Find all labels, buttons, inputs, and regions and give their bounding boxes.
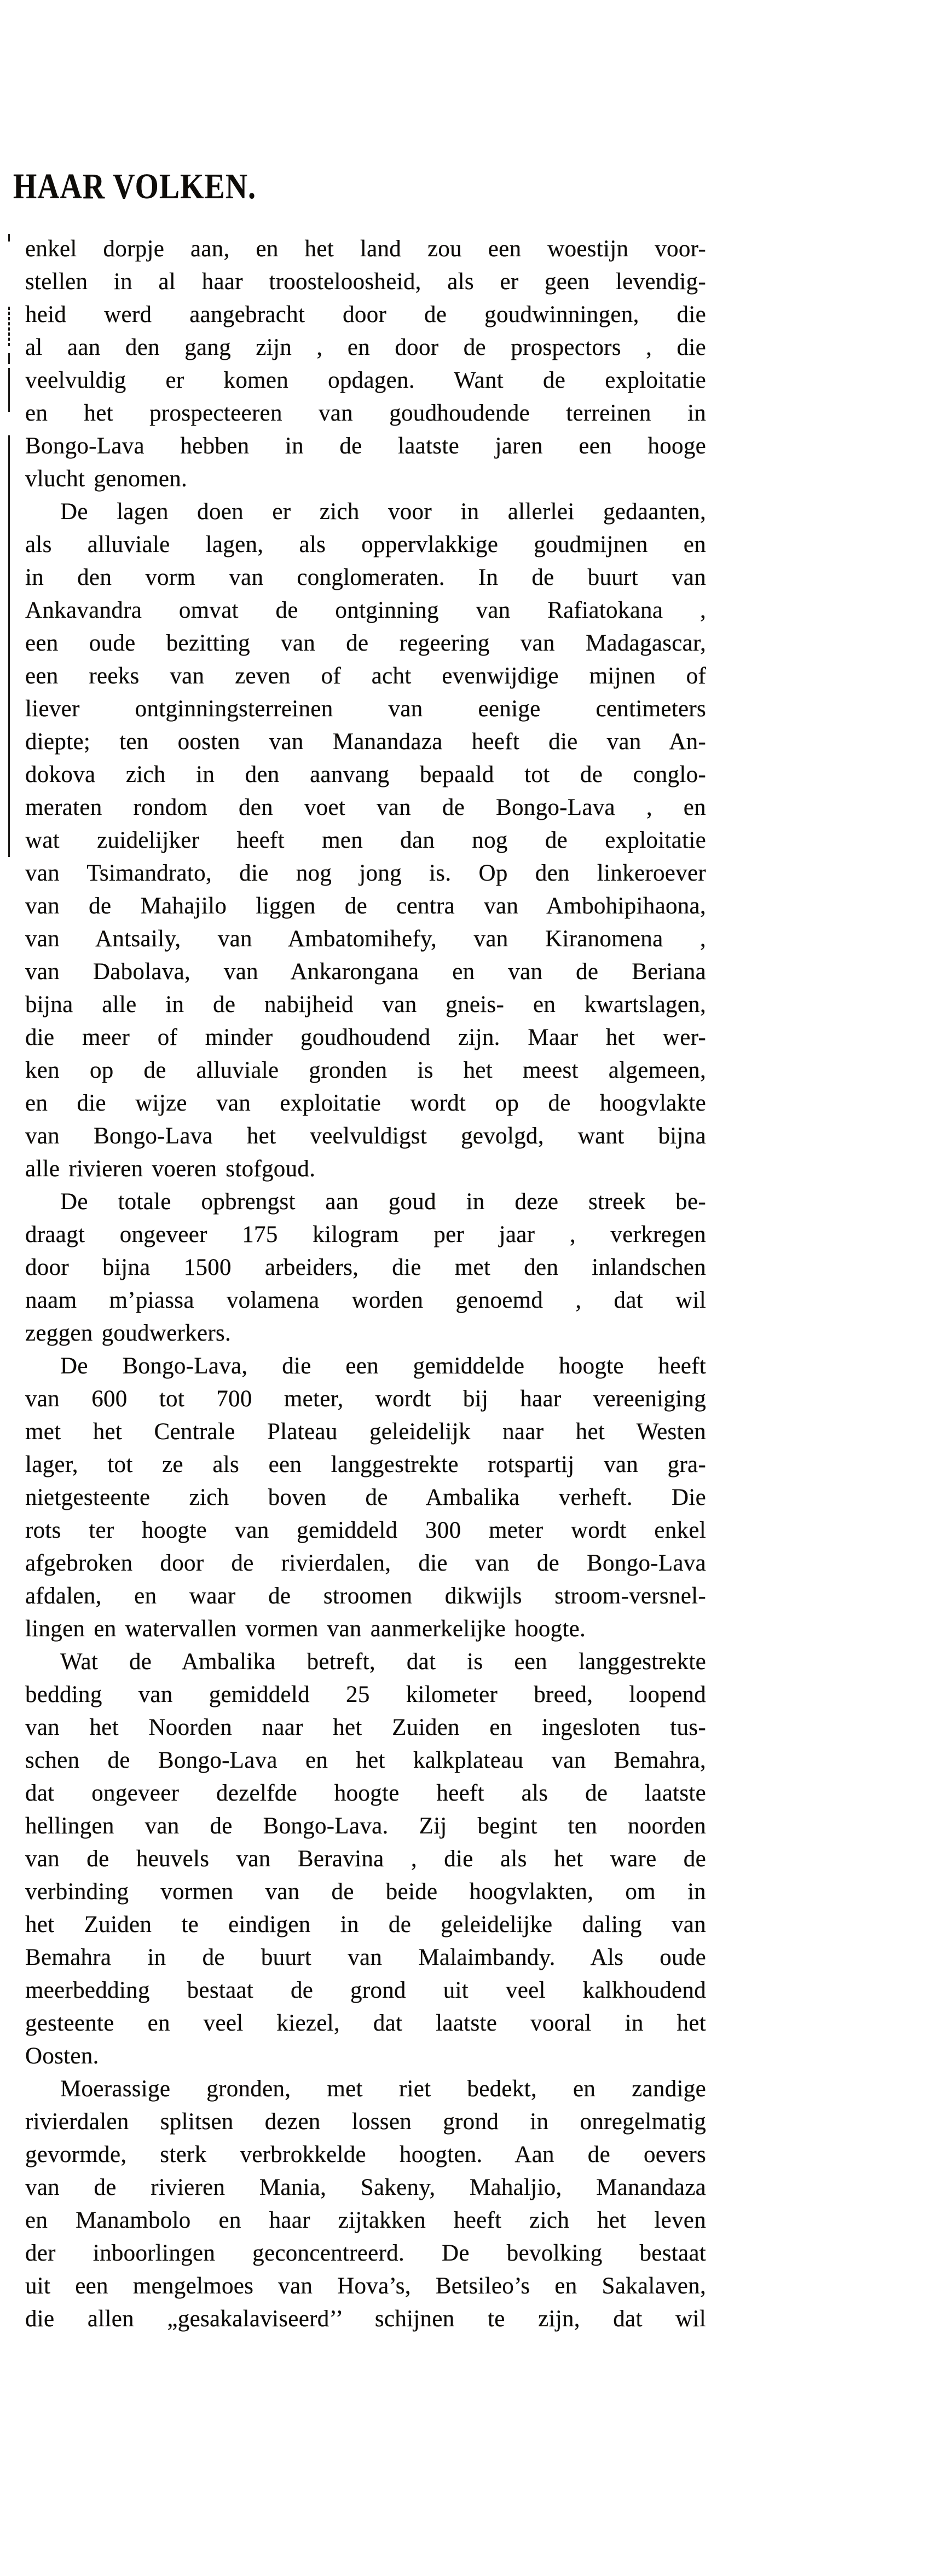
text-line: rivierdalen splitsen dezen lossen grond in onregelmatig [25, 2109, 706, 2135]
text-line: der inboorlingen geconcentreerd. De bevolking bestaat [25, 2240, 706, 2266]
text-line: die allen „gesakalaviseerd’’ schijnen te zijn, dat wil [25, 2306, 706, 2332]
text-line: meerbedding bestaat de grond uit veel kalkhoudend [25, 1977, 706, 2003]
text-line: in den vorm van conglomeraten. In de buurt van [25, 565, 706, 590]
paragraph [25, 2073, 706, 2336]
scan-artifact-mark [8, 307, 10, 346]
paragraph [25, 1350, 706, 1646]
text-line: wat zuidelijker heeft men dan nog de exploitatie [25, 827, 706, 853]
text-line: een oude bezitting van de regeering van Madagascar, [25, 630, 706, 656]
text-line: verbinding vormen van de beide hoogvlakten, om in [25, 1879, 706, 1905]
text-line: meraten rondom den voet van de Bongo-Lava , en [25, 795, 706, 820]
text-line: Ankavandra omvat de ontginning van Rafiatokana , [25, 597, 706, 623]
text-line: schen de Bongo-Lava en het kalkplateau van Bemahra, [25, 1747, 706, 1773]
text-line: al aan den gang zijn , en door de prospectors , die [25, 335, 706, 360]
text-line: Oosten. [25, 2043, 99, 2069]
text-line: afgebroken door de rivierdalen, die van de Bongo-Lava [25, 1550, 706, 1576]
text-line: en die wijze van exploitatie wordt op de hoogvlakte [25, 1090, 706, 1116]
text-line: van het Noorden naar het Zuiden en ingesloten tus- [25, 1715, 706, 1740]
text-line: Wat de Ambalika betreft, dat is een langgestrekte [60, 1649, 706, 1675]
text-line: door bijna 1500 arbeiders, die met den inlandschen [25, 1255, 706, 1280]
text-line: die meer of minder goudhoudend zijn. Maar het wer- [25, 1025, 706, 1050]
text-line: enkel dorpje aan, en het land zou een woestijn voor- [25, 236, 706, 262]
text-line: De lagen doen er zich voor in allerlei gedaanten, [60, 499, 706, 525]
text-line: De totale opbrengst aan goud in deze streek be- [60, 1189, 706, 1215]
scan-artifact-mark [8, 353, 10, 364]
scan-artifact-mark [8, 234, 10, 242]
text-line: van de heuvels van Beravina , die als het ware de [25, 1846, 706, 1872]
text-line: hellingen van de Bongo-Lava. Zij begint ten noorden [25, 1813, 706, 1839]
text-line: vlucht genomen. [25, 466, 188, 492]
text-line: naam m’piassa volamena worden genoemd , dat wil [25, 1287, 706, 1313]
paragraph [25, 1186, 706, 1350]
text-line: het Zuiden te eindigen in de geleidelijke daling van [25, 1912, 706, 1937]
text-line: lager, tot ze als een langgestrekte rotspartij van gra- [25, 1452, 706, 1477]
text-line: nietgesteente zich boven de Ambalika verheft. Die [25, 1485, 706, 1510]
text-line: dokova zich in den aanvang bepaald tot de conglo- [25, 762, 706, 787]
text-line: liever ontginningsterreinen van eenige centimeters [25, 696, 706, 722]
text-line: en het prospecteeren van goudhoudende terreinen in [25, 400, 706, 426]
text-line: van Tsimandrato, die nog jong is. Op den linkeroever [25, 860, 706, 886]
text-line: ken op de alluviale gronden is het meest algemeen, [25, 1057, 706, 1083]
text-line: diepte; ten oosten van Manandaza heeft die van An- [25, 729, 706, 755]
text-line: bijna alle in de nabijheid van gneis- en kwartslagen, [25, 992, 706, 1017]
paragraph [25, 1646, 706, 2073]
text-line: rots ter hoogte van gemiddeld 300 meter wordt enkel [25, 1517, 706, 1543]
text-line: Bongo-Lava hebben in de laatste jaren een hooge [25, 433, 706, 459]
text-line: van de rivieren Mania, Sakeny, Mahaljio, Manandaza [25, 2175, 706, 2200]
text-line: uit een mengelmoes van Hova’s, Betsileo’s en Sakalaven, [25, 2273, 706, 2299]
text-line: van Bongo-Lava het veelvuldigst gevolgd, want bijna [25, 1123, 706, 1149]
text-line: Moerassige gronden, met riet bedekt, en zandige [60, 2076, 706, 2102]
paragraph [25, 496, 706, 1186]
text-line: De Bongo-Lava, die een gemiddelde hoogte heeft [60, 1353, 706, 1379]
text-line: Bemahra in de buurt van Malaimbandy. Als oude [25, 1945, 706, 1970]
page-text [25, 233, 706, 2336]
text-line: lingen en watervallen vormen van aanmerkelijke hoogte. [25, 1616, 586, 1642]
text-line: van de Mahajilo liggen de centra van Ambohipihaona, [25, 893, 706, 919]
text-line: van Dabolava, van Ankarongana en van de Beriana [25, 959, 706, 985]
scan-artifact-mark [8, 435, 10, 857]
text-line: als alluviale lagen, als oppervlakkige goudmijnen en [25, 532, 706, 557]
text-line: met het Centrale Plateau geleidelijk naar het Westen [25, 1419, 706, 1445]
text-line: veelvuldig er komen opdagen. Want de exploitatie [25, 367, 706, 393]
text-line: alle rivieren voeren stofgoud. [25, 1156, 316, 1182]
running-header: HAAR VOLKEN. [13, 166, 257, 206]
text-line: en Manambolo en haar zijtakken heeft zich het leven [25, 2207, 706, 2233]
scan-artifact-mark [8, 368, 10, 412]
text-line: van Antsaily, van Ambatomihefy, van Kiranomena , [25, 926, 706, 952]
text-line: heid werd aangebracht door de goudwinningen, die [25, 302, 706, 327]
text-line: van 600 tot 700 meter, wordt bij haar vereeniging [25, 1386, 706, 1412]
text-line: zeggen goudwerkers. [25, 1320, 232, 1346]
text-line: stellen in al haar troosteloosheid, als er geen levendig- [25, 269, 706, 295]
text-line: gevormde, sterk verbrokkelde hoogten. Aan de oevers [25, 2142, 706, 2167]
text-line: bedding van gemiddeld 25 kilometer breed, loopend [25, 1682, 706, 1707]
text-line: een reeks van zeven of acht evenwijdige mijnen of [25, 663, 706, 689]
text-line: dat ongeveer dezelfde hoogte heeft als de laatste [25, 1780, 706, 1806]
text-line: afdalen, en waar de stroomen dikwijls stroom-versnel- [25, 1583, 706, 1609]
text-line: gesteente en veel kiezel, dat laatste vooral in het [25, 2010, 706, 2036]
text-line: draagt ongeveer 175 kilogram per jaar , verkregen [25, 1222, 706, 1247]
paragraph [25, 233, 706, 496]
